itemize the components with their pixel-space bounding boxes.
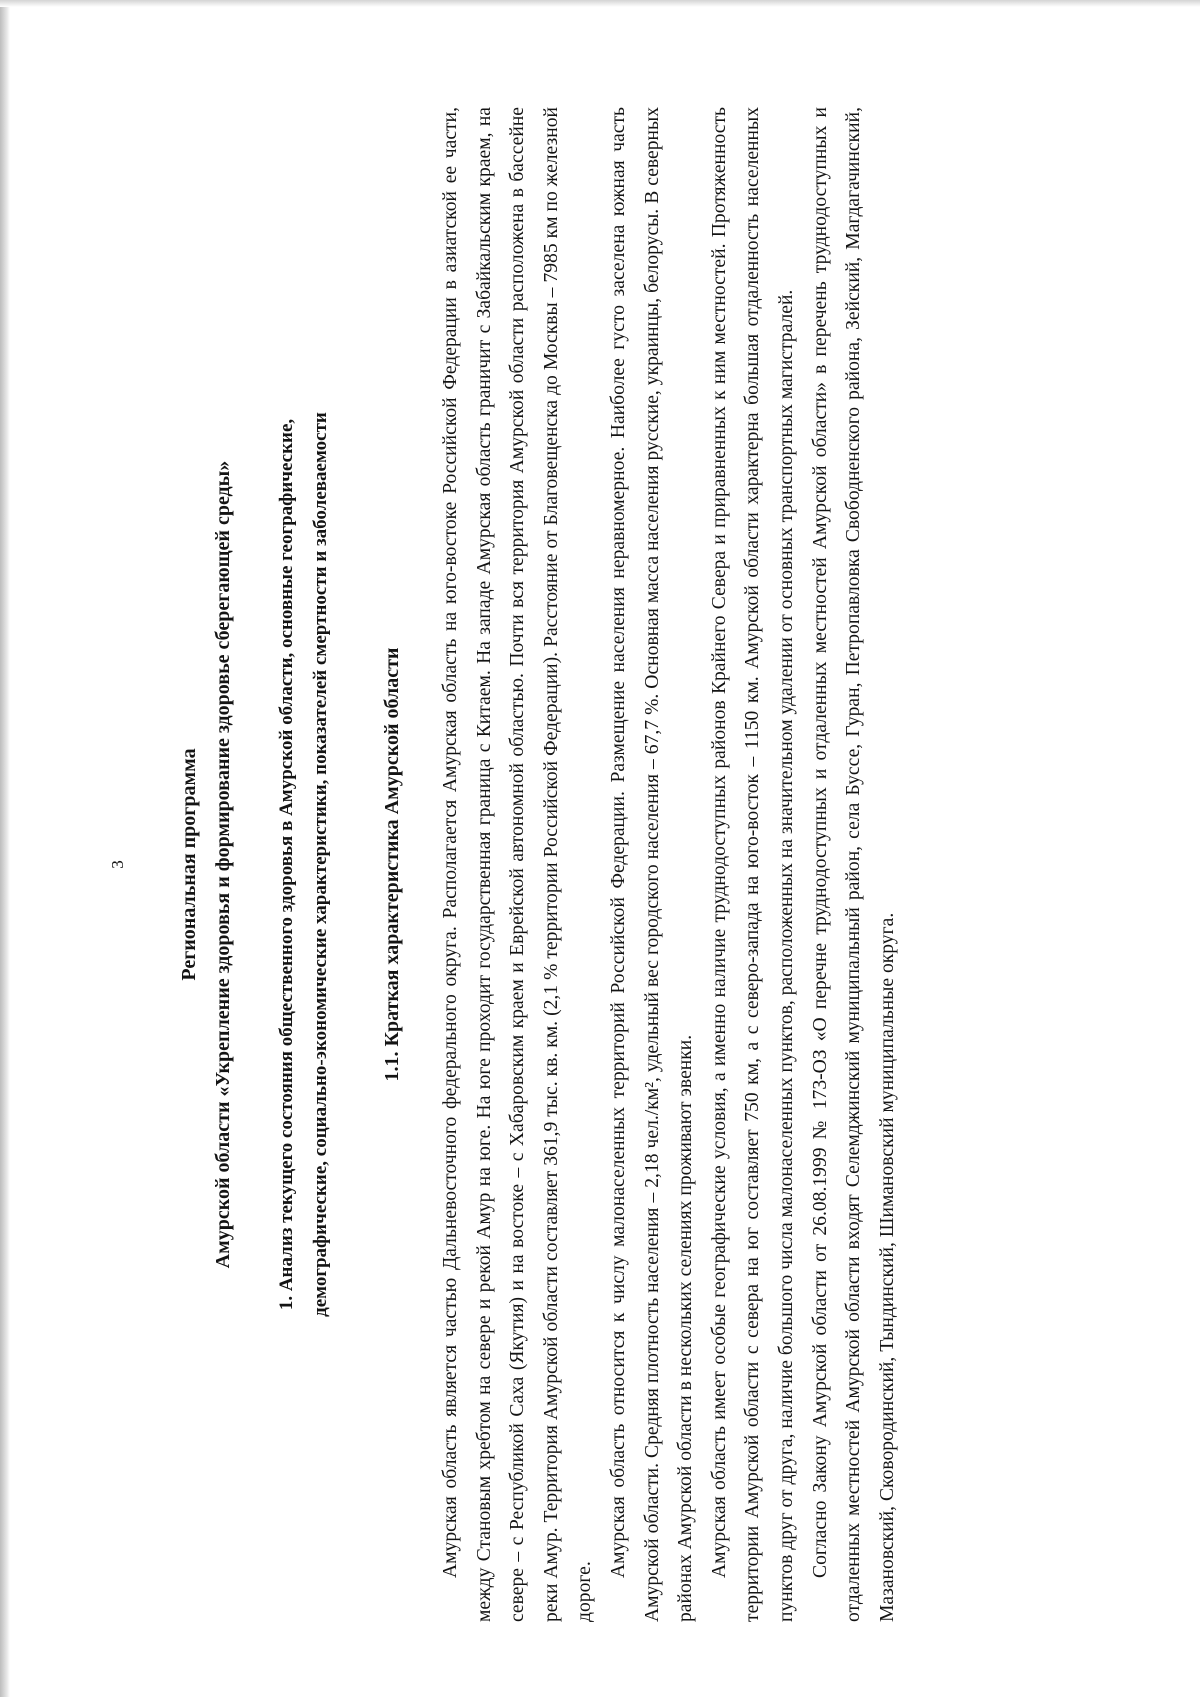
document-title [172, 107, 240, 1622]
title-line-2: Амурской области «Укрепление здоровья и формирование здоровье сберегающей среды» [212, 460, 234, 1269]
section-heading [270, 107, 338, 1622]
body-text [434, 107, 904, 1622]
paragraph: Амурская область относится к числу малонаселенных территорий Российской Федерации. Размещение населения неравномерное. Наиболее густо заселена южная часть Амурской области. Средняя плотность населения – 2,18 чел./км², удельный вес городского населения – 67,7 %. Основная масса населения русские, украинцы, белорусы. В северных районах Амурской области в нескольких селениях проживают эвенки. [607, 107, 697, 1622]
paragraph: Амурская область является частью Дальневосточного федерального округа. Располагается Амурская область на юго-востоке Российской Федерации в азиатской ее части, между Становым хребтом на севере и рекой Амур на юге. На юге проходит государственная граница с Китаем. На западе Амурская область граничит с Забайкальским краем, на севере – с Республикой Саха (Якутия) и на востоке – с Хабаровским краем и Еврейской автономной областью. Почти вся территория Амурской области расположена в бассейне реки Амур. Территория Амурской области составляет 361,9 тыс. кв. км. (2,1 % территории Российской Федерации). Расстояние от Благовещенска до Москвы – 7985 км по железной дороге. [440, 107, 596, 1622]
subsection-heading: 1.1. Краткая характеристика Амурской области [381, 647, 403, 1082]
document-page [100, 107, 1030, 1622]
title-line-1: Региональная программа [178, 748, 200, 981]
scan-border-top [0, 0, 1200, 7]
paragraph: Согласно Закону Амурской области от 26.08.1999 № 173-ОЗ «О перечне труднодоступных и отдаленных местностей Амурской области» в перечень труднодоступных и отдаленных местностей Амурской области входят Селемджинский муниципальный район, села Буссе, Гуран, Петропавловка Свободненского района, Зейский, Магдагачинский, Мазановский, Сковородинский, Тындинский, Шимановский муниципальные округа. [809, 107, 898, 1622]
paragraph: Амурская область имеет особые географические условия, а именно наличие труднодоступных районов Крайнего Севера и приравненных к ним местностей. Протяженность территории Амурской области с севера на юг составляет 750 км, а с северо-запада на юго-восток – 1150 км. Амурской области характерна большая отдаленность населенных пунктов друг от друга, наличие большого числа малонаселенных пунктов, расположенных на значительном удалении от основных транспортных магистралей. [708, 107, 797, 1622]
page-number: 3 [108, 860, 127, 869]
section-heading-line-2: демографические, социально-экономические характеристики, показателей смертности и заболеваемости [310, 412, 331, 1317]
scan-border-left [0, 0, 10, 1697]
section-heading-line-1: 1. Анализ текущего состояния общественного здоровья в Амурской области, основные географические, [276, 418, 297, 1311]
